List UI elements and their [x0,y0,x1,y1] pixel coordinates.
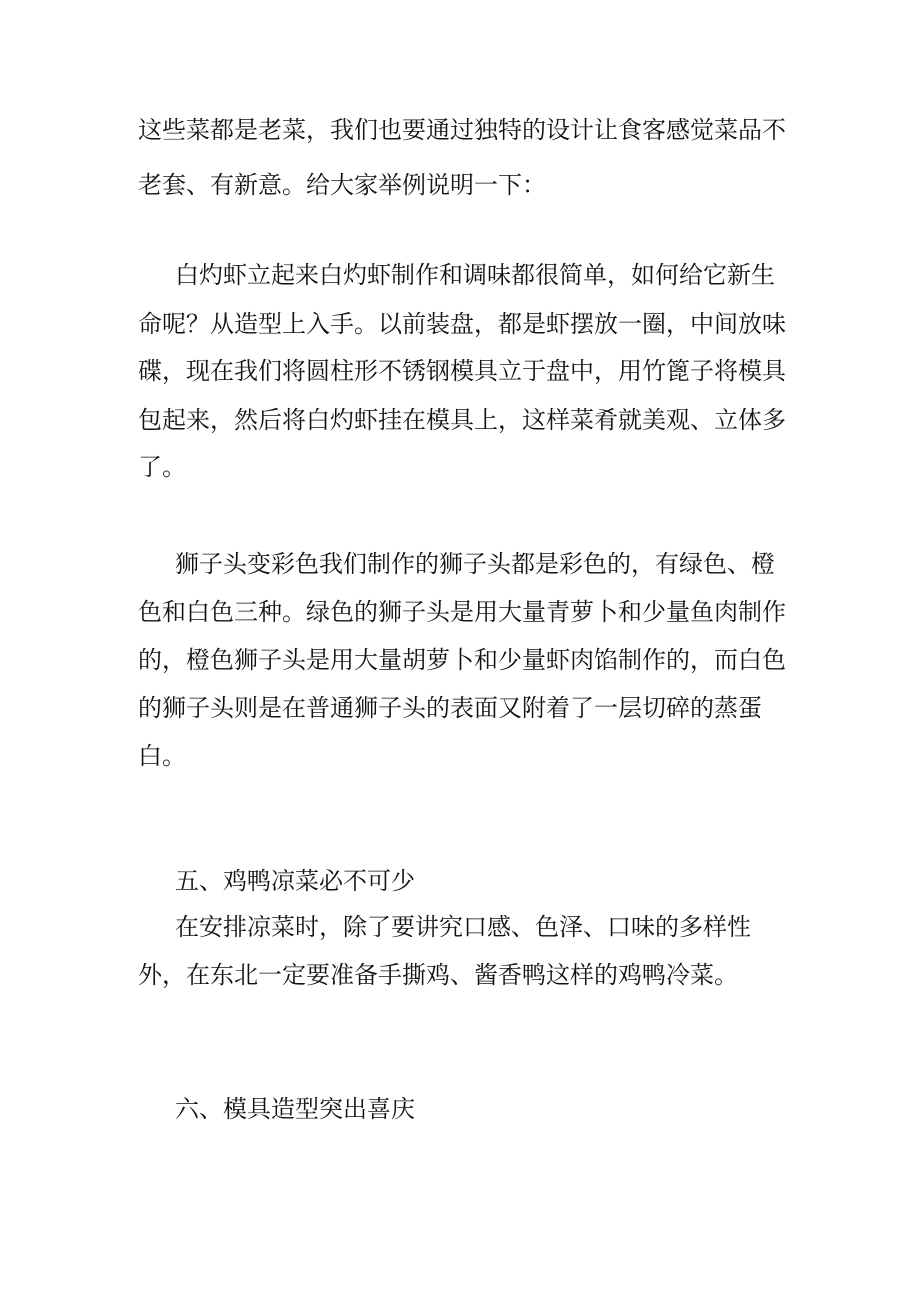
section-5-heading: 五、鸡鸭凉菜必不可少 [175,867,415,895]
paragraph-2-line-5: 了。 [138,453,186,481]
section-5-line-2: 外，在东北一定要准备手撕鸡、酱香鸭这样的鸡鸭冷菜。 [138,961,738,989]
paragraph-3-line-5: 白。 [138,742,186,770]
paragraph-3-line-2: 色和白色三种。绿色的狮子头是用大量青萝卜和少量鱼肉制作 [138,598,786,626]
paragraph-1-line-2: 老套、有新意。给大家举例说明一下： [138,171,546,199]
paragraph-3-line-1: 狮子头变彩色我们制作的狮子头都是彩色的，有绿色、橙 [175,550,775,578]
paragraph-2-line-3: 碟，现在我们将圆柱形不锈钢模具立于盘中，用竹篦子将模具 [138,357,786,385]
section-6-heading: 六、模具造型突出喜庆 [175,1095,415,1123]
paragraph-2-line-4: 包起来，然后将白灼虾挂在模具上，这样菜肴就美观、立体多 [138,406,786,434]
paragraph-3-line-4: 的狮子头则是在普通狮子头的表面又附着了一层切碎的蒸蛋 [138,694,762,722]
paragraph-3-line-3: 的，橙色狮子头是用大量胡萝卜和少量虾肉馅制作的，而白色 [138,646,786,674]
paragraph-2-line-2: 命呢？从造型上入手。以前装盘，都是虾摆放一圈，中间放味 [138,310,786,338]
section-5-line-1: 在安排凉菜时，除了要讲究口感、色泽、口味的多样性 [175,913,751,941]
paragraph-1-line-1: 这些菜都是老菜，我们也要通过独特的设计让食客感觉菜品不 [138,116,786,144]
paragraph-2-line-1: 白灼虾立起来白灼虾制作和调味都很简单，如何给它新生 [175,261,775,289]
